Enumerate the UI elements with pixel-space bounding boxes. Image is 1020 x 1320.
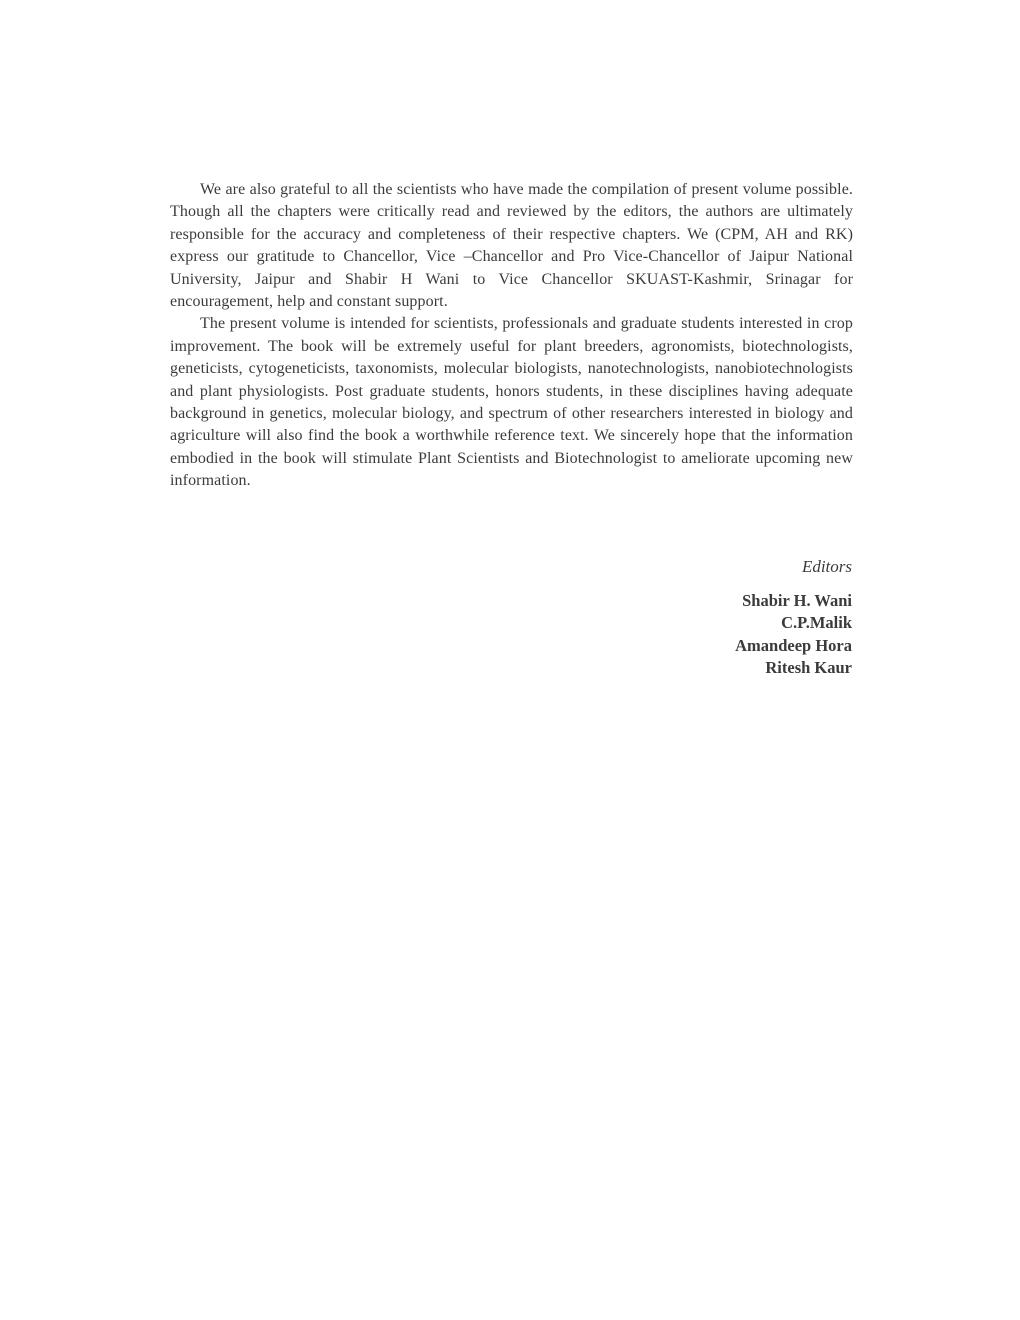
preface-paragraph-1: We are also grateful to all the scientists who have made the compilation of present volume possible. Though all the chapters were critically read and reviewed by the editors, the authors are ultimately responsible for the accuracy and completeness of their respective chapters. We (CPM, AH and RK) express our gratitude to Chancellor, Vice –Chancellor and Pro Vice-Chancellor of Jaipur National University, Jaipur and Shabir H Wani to Vice Chancellor SKUAST-Kashmir, Srinagar for encouragement, help and constant support. <box>170 181 853 311</box>
editor-name: C.P.Malik <box>781 613 852 633</box>
preface-paragraph-2: The present volume is intended for scientists, professionals and graduate students interested in crop improvement. The book will be extremely useful for plant breeders, agronomists, biotechnologists, geneticists, cytogeneticists, taxonomists, molecular biologists, nanotechnologists, nanobiotechnologists and plant physiologists. Post graduate students, honors students, in these disciplines having adequate background in genetics, molecular biology, and spectrum of other researchers interested in biology and agriculture will also find the book a worthwhile reference text. We sincerely hope that the information embodied in the book will stimulate Plant Scientists and Biotechnologist to ameliorate upcoming new information. <box>170 315 853 490</box>
editors-label: Editors <box>801 557 852 576</box>
preface-text <box>170 179 853 493</box>
editor-name: Shabir H. Wani <box>742 591 852 610</box>
editor-name: Amandeep Hora <box>735 635 852 655</box>
editors-block <box>735 556 852 679</box>
editor-name: Ritesh Kaur <box>765 657 852 677</box>
